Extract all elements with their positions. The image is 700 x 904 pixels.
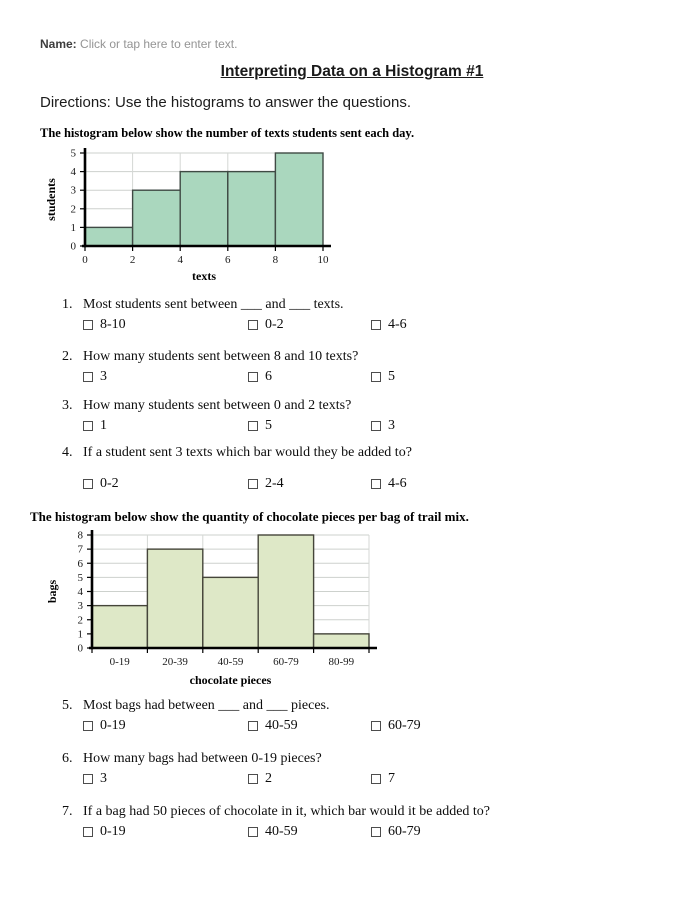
checkbox-icon[interactable] bbox=[248, 372, 258, 382]
question-4 bbox=[40, 444, 664, 492]
question-number: 3. bbox=[62, 398, 73, 413]
option-label: 3 bbox=[100, 771, 107, 786]
option-label: 60-79 bbox=[388, 718, 421, 733]
checkbox-icon[interactable] bbox=[248, 721, 258, 731]
checkbox-icon[interactable] bbox=[248, 479, 258, 489]
question-number: 4. bbox=[62, 445, 73, 460]
checkbox-icon[interactable] bbox=[248, 421, 258, 431]
option-label: 3 bbox=[100, 369, 107, 384]
svg-text:1: 1 bbox=[70, 221, 76, 234]
option-label: 6 bbox=[265, 369, 272, 384]
answer-option[interactable] bbox=[371, 316, 407, 333]
answer-option[interactable] bbox=[248, 823, 371, 840]
name-label: Name: bbox=[40, 37, 77, 51]
answer-option[interactable] bbox=[248, 368, 371, 385]
histogram-chocolate-title: The histogram below show the quantity of chocolate pieces per bag of trail mix. bbox=[30, 509, 469, 524]
answer-option[interactable] bbox=[248, 475, 371, 492]
answer-option[interactable] bbox=[248, 770, 371, 787]
checkbox-icon[interactable] bbox=[371, 372, 381, 382]
svg-text:5: 5 bbox=[77, 571, 83, 584]
svg-text:10: 10 bbox=[317, 254, 329, 266]
svg-text:0: 0 bbox=[82, 254, 88, 266]
answer-option[interactable] bbox=[83, 417, 248, 434]
checkbox-icon[interactable] bbox=[248, 320, 258, 330]
question-text: If a student sent 3 texts which bar would they be added to? bbox=[83, 445, 412, 460]
answer-option[interactable] bbox=[83, 823, 248, 840]
answer-option[interactable] bbox=[371, 717, 421, 734]
svg-text:0: 0 bbox=[77, 642, 83, 655]
svg-text:40-59: 40-59 bbox=[217, 656, 244, 668]
question-6 bbox=[40, 750, 664, 787]
question-text: If a bag had 50 pieces of chocolate in it, which bar would it be added to? bbox=[83, 804, 491, 819]
option-label: 2 bbox=[265, 771, 272, 786]
svg-text:8: 8 bbox=[77, 529, 83, 542]
question-number: 2. bbox=[62, 349, 73, 364]
answer-option[interactable] bbox=[248, 417, 371, 434]
svg-text:4: 4 bbox=[77, 586, 83, 598]
svg-text:2: 2 bbox=[70, 203, 76, 216]
svg-text:6: 6 bbox=[225, 254, 231, 266]
question-3 bbox=[40, 397, 664, 434]
question-text: How many bags had between 0-19 pieces? bbox=[83, 751, 322, 766]
answer-option[interactable] bbox=[371, 475, 407, 492]
option-label: 7 bbox=[388, 771, 395, 786]
option-label: 60-79 bbox=[388, 824, 421, 839]
answer-option[interactable] bbox=[371, 368, 395, 385]
svg-text:0-19: 0-19 bbox=[109, 656, 130, 668]
option-label: 2-4 bbox=[265, 476, 284, 491]
question-number: 1. bbox=[62, 297, 73, 312]
question-number: 5. bbox=[62, 698, 73, 713]
checkbox-icon[interactable] bbox=[371, 827, 381, 837]
svg-text:0: 0 bbox=[70, 240, 76, 253]
svg-text:4: 4 bbox=[177, 254, 183, 266]
svg-text:7: 7 bbox=[77, 543, 83, 556]
option-label: 4-6 bbox=[388, 476, 407, 491]
svg-text:3: 3 bbox=[70, 184, 76, 197]
checkbox-icon[interactable] bbox=[371, 479, 381, 489]
histogram-texts-chart bbox=[43, 143, 337, 284]
question-number: 6. bbox=[62, 751, 73, 766]
svg-text:3: 3 bbox=[77, 600, 83, 613]
answer-option[interactable] bbox=[371, 823, 421, 840]
svg-text:8: 8 bbox=[272, 254, 279, 266]
question-number: 7. bbox=[62, 804, 73, 819]
answer-option[interactable] bbox=[83, 770, 248, 787]
checkbox-icon[interactable] bbox=[371, 774, 381, 784]
svg-text:1: 1 bbox=[77, 628, 83, 641]
svg-text:chocolate pieces: chocolate pieces bbox=[189, 673, 272, 687]
checkbox-icon[interactable] bbox=[83, 372, 93, 382]
option-label: 8-10 bbox=[100, 317, 126, 332]
svg-text:6: 6 bbox=[77, 557, 83, 570]
question-text: How many students sent between 8 and 10 texts? bbox=[83, 349, 359, 364]
checkbox-icon[interactable] bbox=[83, 721, 93, 731]
checkbox-icon[interactable] bbox=[83, 774, 93, 784]
answer-option[interactable] bbox=[371, 417, 395, 434]
option-label: 0-2 bbox=[265, 317, 284, 332]
name-row bbox=[40, 36, 664, 52]
option-label: 0-19 bbox=[100, 718, 126, 733]
option-label: 5 bbox=[388, 369, 395, 384]
option-label: 5 bbox=[265, 418, 272, 433]
page-title: Interpreting Data on a Histogram #1 bbox=[220, 63, 484, 80]
checkbox-icon[interactable] bbox=[83, 479, 93, 489]
checkbox-icon[interactable] bbox=[248, 827, 258, 837]
answer-option[interactable] bbox=[83, 316, 248, 333]
option-label: 4-6 bbox=[388, 317, 407, 332]
question-7 bbox=[40, 803, 664, 840]
answer-option[interactable] bbox=[248, 717, 371, 734]
question-2 bbox=[40, 348, 664, 385]
checkbox-icon[interactable] bbox=[83, 421, 93, 431]
histogram-chocolate-chart bbox=[44, 527, 383, 688]
svg-text:20-39: 20-39 bbox=[162, 656, 188, 668]
checkbox-icon[interactable] bbox=[371, 421, 381, 431]
checkbox-icon[interactable] bbox=[371, 320, 381, 330]
svg-text:60-79: 60-79 bbox=[273, 656, 299, 668]
answer-option[interactable] bbox=[371, 770, 395, 787]
answer-option[interactable] bbox=[248, 316, 371, 333]
answer-option[interactable] bbox=[83, 475, 248, 492]
histogram-texts-title: The histogram below show the number of texts students sent each day. bbox=[40, 126, 415, 140]
option-label: 0-19 bbox=[100, 824, 126, 839]
checkbox-icon[interactable] bbox=[83, 320, 93, 330]
svg-text:2: 2 bbox=[77, 614, 83, 627]
option-label: 3 bbox=[388, 418, 395, 433]
question-text: Most bags had between ___ and ___ pieces. bbox=[83, 698, 330, 713]
option-label: 1 bbox=[100, 418, 107, 433]
checkbox-icon[interactable] bbox=[83, 827, 93, 837]
question-5 bbox=[40, 697, 664, 734]
svg-text:80-99: 80-99 bbox=[328, 656, 355, 668]
checkbox-icon[interactable] bbox=[248, 774, 258, 784]
question-text: Most students sent between ___ and ___ texts. bbox=[83, 297, 344, 312]
question-1 bbox=[40, 296, 664, 333]
answer-option[interactable] bbox=[83, 368, 248, 385]
svg-text:2: 2 bbox=[129, 254, 136, 266]
svg-text:students: students bbox=[44, 178, 58, 221]
svg-text:4: 4 bbox=[70, 166, 76, 179]
svg-text:texts: texts bbox=[192, 269, 216, 283]
checkbox-icon[interactable] bbox=[371, 721, 381, 731]
svg-text:bags: bags bbox=[45, 579, 59, 604]
svg-text:5: 5 bbox=[70, 147, 76, 160]
directions-text: Directions: Use the histograms to answer the questions. bbox=[40, 94, 412, 111]
option-label: 40-59 bbox=[265, 824, 298, 839]
answer-option[interactable] bbox=[83, 717, 248, 734]
option-label: 0-2 bbox=[100, 476, 119, 491]
name-entry-field[interactable]: Click or tap here to enter text. bbox=[80, 37, 238, 51]
question-text: How many students sent between 0 and 2 texts? bbox=[83, 398, 352, 413]
option-label: 40-59 bbox=[265, 718, 298, 733]
